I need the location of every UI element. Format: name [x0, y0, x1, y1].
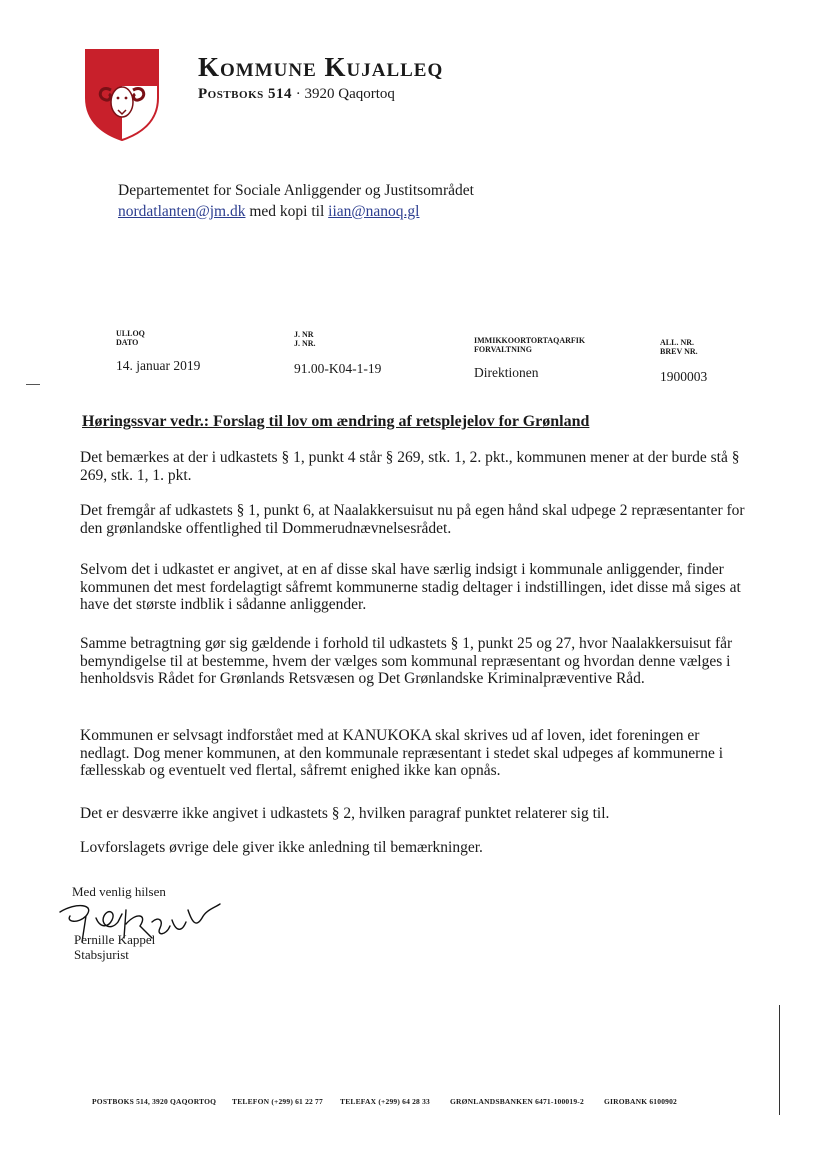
recipient-email-link[interactable]: nordatlanten@jm.dk [118, 203, 246, 220]
copy-to-text: med kopi til [249, 203, 325, 220]
organization-name: Kommune Kujalleq [198, 52, 444, 82]
address-separator: · [295, 86, 301, 102]
letter-number-label [660, 338, 698, 356]
journal-number-label [294, 330, 316, 348]
signatory-title: Stabsjurist [74, 947, 129, 962]
body-paragraph-5: Kommunen er selvsagt indforstået med at KANUKOKA skal skrives ud af loven, idet foreningen er nedlagt. Dog mener kommunen, at den kommunale repræsentant i stedet skal udpeges af kommunerne i fællesskab og eventuelt ved flertal, såfremt enighed ikke kan opnås. [80, 727, 724, 779]
body-paragraph-7: Lovforslagets øvrige dele giver ikke anledning til bemærkninger. [80, 839, 483, 856]
footer-telephone: TELEFON (+299) 61 22 77 [232, 1097, 323, 1106]
address-postbox: Postboks 514 [198, 86, 292, 102]
body-paragraph-4: Samme betragtning gør sig gældende i forhold til udkastets § 1, punkt 25 og 27, hvor Naalakkersuisut får bemyndigelse til at bestemme, hvem der vælges som kommunal repræsentant og hvordan denne vælges i henholdsvis Rådet for Grønlands Retsvæsen og Det Grønlandske Kriminalpræventive Råd. [80, 635, 733, 687]
closing-greeting: Med venlig hilsen [72, 884, 166, 899]
copy-email-link[interactable]: iian@nanoq.gl [328, 203, 420, 220]
municipality-coat-of-arms [84, 46, 160, 142]
margin-line [779, 1005, 780, 1115]
footer-girobank: GIROBANK 6100902 [604, 1097, 677, 1106]
department-label [474, 336, 585, 354]
signatory-name: Pernille Kappel [74, 932, 156, 947]
department-label-kl: IMMIKKOORTORTAQARFIK [474, 336, 586, 345]
footer-postbox: POSTBOKS 514, 3920 QAQORTOQ [92, 1097, 217, 1106]
department-value: Direktionen [474, 365, 539, 380]
body-paragraph-1: Det bemærkes at der i udkastets § 1, punkt 4 står § 269, stk. 1, 2. pkt., kommunen mener at der burde stå § 269, stk. 1, 1. pkt. [80, 449, 740, 484]
letter-number-value: 1900003 [660, 369, 708, 384]
body-paragraph-3: Selvom det i udkastet er angivet, at en af disse skal have særlig indsigt i kommunale anliggender, finder kommunen det mest fordelagtigt såfremt kommunerne stadig deltager i indstillingen, idet disse må siges at have det største indblik i sådanne anliggender. [80, 561, 741, 613]
recipient-name: Departementet for Sociale Anliggender og Justitsområdet [118, 182, 474, 199]
department-label-da: FORVALTNING [474, 345, 532, 354]
organization-address [198, 86, 395, 103]
journal-number-value: 91.00-K04-1-19 [294, 361, 382, 376]
date-value: 14. januar 2019 [116, 358, 201, 373]
recipient-block [118, 180, 474, 222]
fold-mark [26, 384, 40, 385]
address-city: 3920 Qaqortoq [304, 86, 395, 102]
footer-fax: TELEFAX (+299) 64 28 33 [340, 1097, 430, 1106]
recipient-emails [118, 201, 474, 222]
footer-bank: GRØNLANDSBANKEN 6471-100019-2 [450, 1097, 584, 1106]
letter-subject: Høringssvar vedr.: Forslag til lov om ændring af retsplejelov for Grønland [82, 413, 590, 430]
date-label-da: DATO [116, 338, 139, 347]
letter-label-kl: ALL. NR. [660, 338, 695, 347]
date-label [116, 329, 145, 347]
body-paragraph-6: Det er desværre ikke angivet i udkastets § 2, hvilken paragraf punktet relaterer sig til. [80, 805, 610, 822]
body-paragraph-2: Det fremgår af udkastets § 1, punkt 6, at Naalakkersuisut nu på egen hånd skal udpege 2 repræsentanter for den grønlandske offentlighed til Dommerudnævnelsesrådet. [80, 502, 745, 537]
date-label-kl: ULLOQ [116, 329, 145, 338]
journal-label-kl: J. NR [294, 330, 314, 339]
journal-label-da: J. NR. [294, 339, 316, 348]
letter-label-da: BREV NR. [660, 347, 698, 356]
